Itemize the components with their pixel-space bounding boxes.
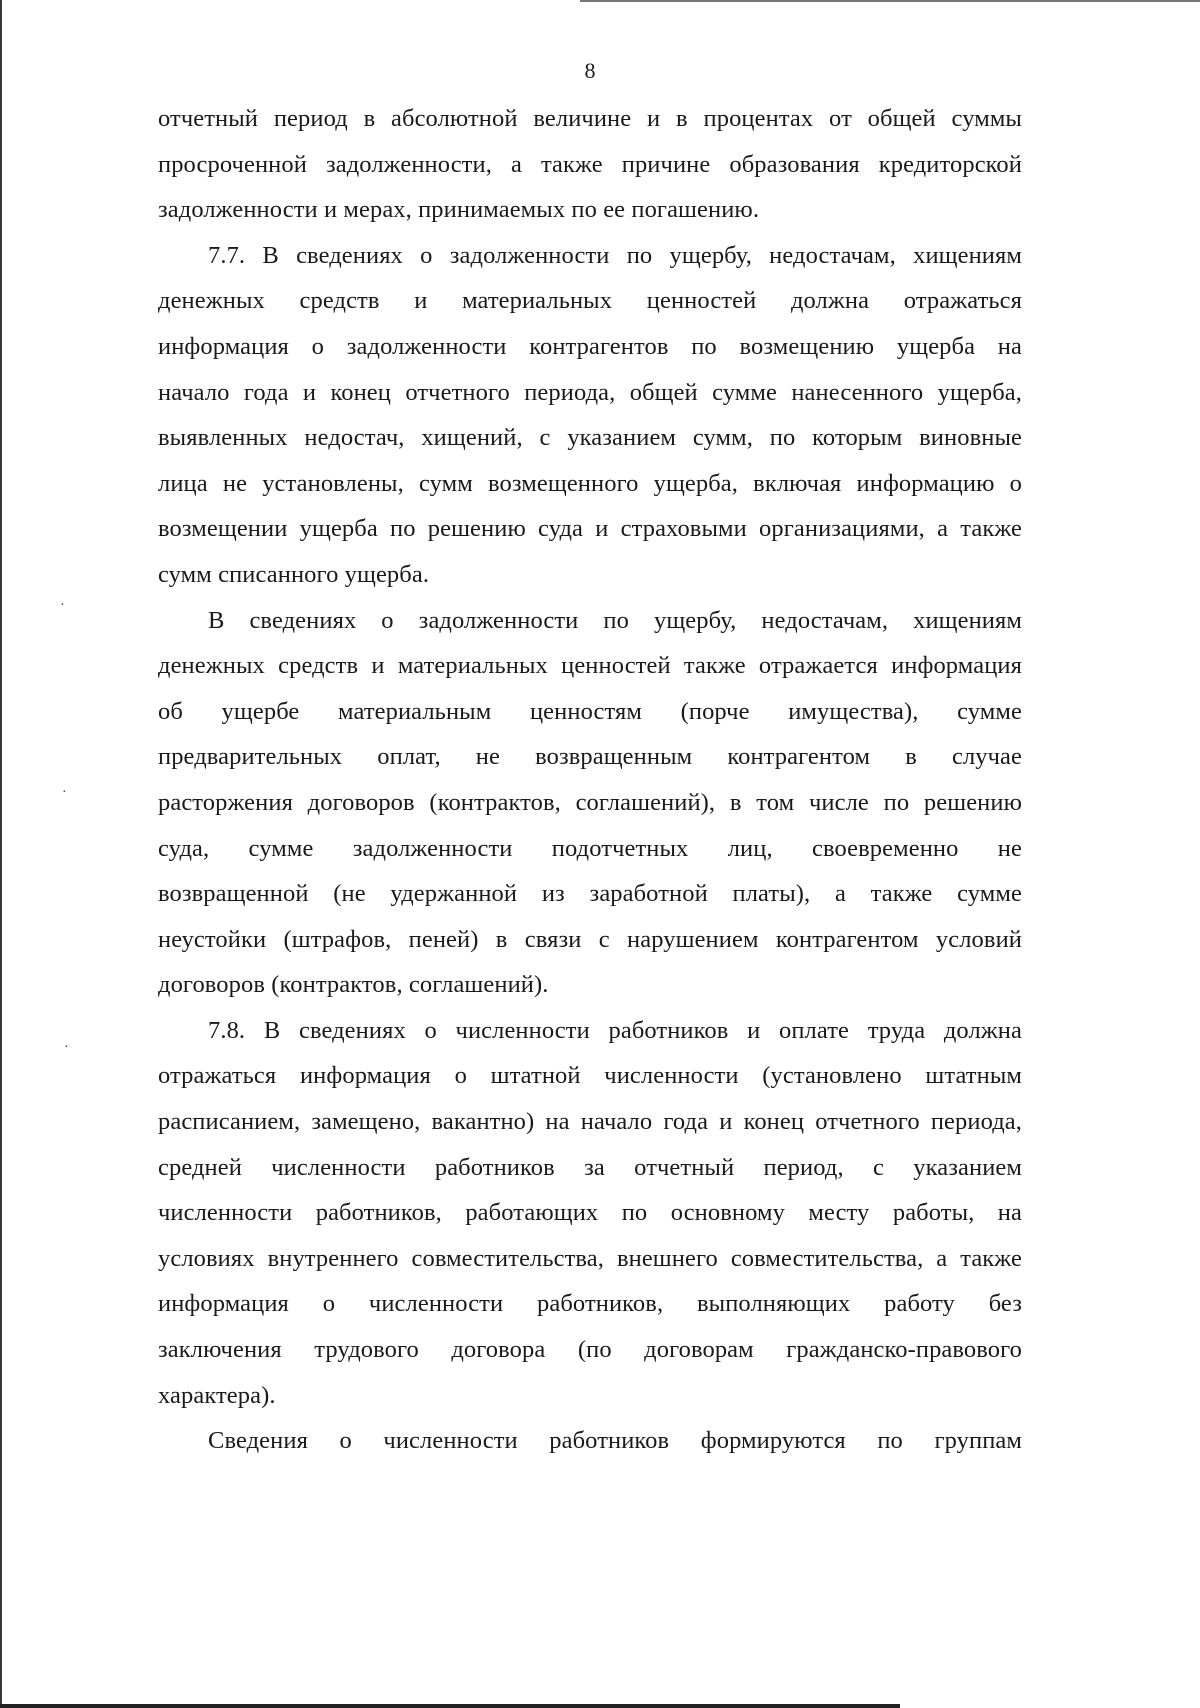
text-line: начало года и конец отчетного периода, общей сумме нанесенного ущерба, [158,378,1022,406]
text-line: возмещении ущерба по решению суда и страховыми организациями, а также [158,515,1022,543]
text-line: В сведениях о задолженности по ущербу, недостачам, хищениям [208,606,1022,634]
paragraph-section-7-8-cont [158,1418,1022,1464]
text-line: лица не установлены, сумм возмещенного ущерба, включая информацию о [158,469,1022,497]
text-line: денежных средств и материальных ценностей также отражается информация [158,652,1022,680]
text-line: информация о задолженности контрагентов по возмещению ущерба на [158,332,1022,360]
text-line: численности работников, работающих по основному месту работы, на [158,1199,1022,1227]
scan-artifact-mark: · [60,598,65,613]
paragraph-continuation [158,96,1022,233]
text-line: выявленных недостач, хищений, с указанием сумм, по которым виновные [158,424,1022,452]
text-line: отчетный период в абсолютной величине и в процентах от общей суммы [158,105,1022,132]
page-number: 8 [584,58,596,83]
text-line: 7.8. В сведениях о численности работников и оплате труда должна [208,1016,1022,1044]
text-line: 7.7. В сведениях о задолженности по ущербу, недостачам, хищениям [208,241,1022,269]
paragraph-section-7-7 [158,233,1022,598]
text-line: об ущербе материальным ценностям (порче имущества), сумме [158,697,1022,725]
text-line: просроченной задолженности, а также причине образования кредиторской [158,150,1022,178]
scan-border-left [0,0,2,1708]
text-line: предварительных оплат, не возвращенным контрагентом в случае [158,743,1022,771]
scan-artifact-mark: · [62,785,67,800]
text-line: суда, сумме задолженности подотчетных лиц, своевременно не [158,834,1022,862]
scan-border-top [580,0,1200,2]
text-line: возвращенной (не удержанной из заработной платы), а также сумме [158,880,1022,908]
text-line: задолженности и мерах, принимаемых по ее погашению. [158,196,760,224]
document-body [158,96,1022,1464]
text-line: неустойки (штрафов, пеней) в связи с нарушением контрагентом условий [158,925,1022,953]
text-line: денежных средств и материальных ценностей должна отражаться [158,287,1022,315]
text-line: Сведения о численности работников формируются по группам [208,1427,1022,1455]
text-line: средней численности работников за отчетный период, с указанием [158,1153,1022,1181]
paragraph-section-7-8 [158,1008,1022,1418]
text-line: отражаться информация о штатной численности (установлено штатным [158,1062,1022,1090]
text-line: сумм списанного ущерба. [158,560,430,588]
text-line: характера). [158,1381,276,1409]
scan-border-bottom [0,1704,900,1708]
text-line: условиях внутреннего совместительства, внешнего совместительства, а также [158,1244,1022,1272]
text-line: договоров (контрактов, соглашений). [158,971,549,999]
text-line: заключения трудового договора (по договорам гражданско-правового [158,1336,1022,1364]
text-line: информация о численности работников, выполняющих работу без [158,1290,1022,1318]
scan-artifact-mark: · [64,1040,69,1055]
paragraph-section-7-7-cont [158,598,1022,1008]
text-line: расписанием, замещено, вакантно) на начало года и конец отчетного периода, [158,1108,1022,1136]
text-line: расторжения договоров (контрактов, соглашений), в том числе по решению [158,788,1022,816]
